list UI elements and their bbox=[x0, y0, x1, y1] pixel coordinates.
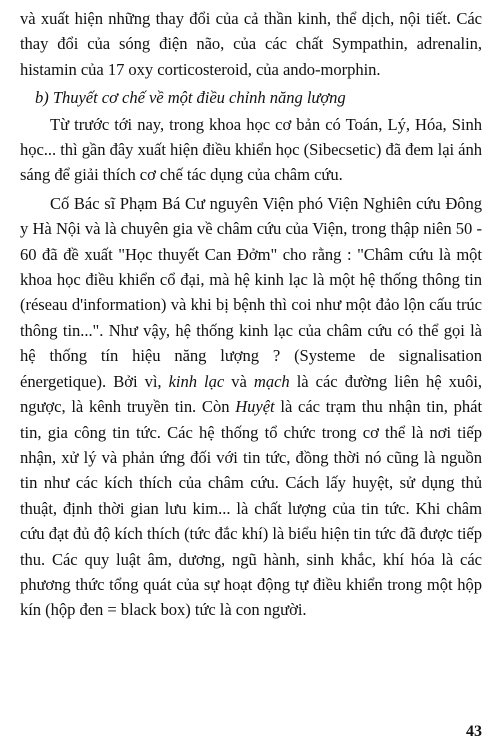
page-number: 43 bbox=[466, 723, 482, 740]
paragraph-continuation: và xuất hiện những thay đổi của cả thần kinh, thể dịch, nội tiết. Các thay đổi của sóng điện não, của các chất Sympathin, adrenalin, histamin của 17 oxy corticosteroid, của ando-morphin. bbox=[20, 9, 482, 79]
paragraph-text-1: Cố Bác sĩ Phạm Bá Cư nguyên Viện phó Viện Nghiên cứu Đông y Hà Nội và là chuyên gia về châm cứu của Viện, trong thập niên 50 - 60 đã đề xuất "Học thuyết Can Đởm" cho rằng : "Châm cứu là một khoa học điều khiển cổ đại, mà hệ kinh lạc là một hệ thống thông tin (réseau d'information) và khi bị bệnh thì coi như một đảo lộn cấu trúc thông tin...". Như vậy, hệ thống kinh lạc của châm cứu có thể gọi là hệ thống tín hiệu năng lượng ? (Systeme de signalisation énergetique). Bởi vì, bbox=[20, 193, 482, 391]
paragraph-text-2: là các đường liên hệ xuôi, ngược, là kênh truyền tin. Còn bbox=[20, 371, 483, 417]
paragraph-cybernetics: Từ trước tới nay, trong khoa học cơ bản có Toán, Lý, Hóa, Sinh học... thì gần đây xuất hiện điều khiển học (Sibecsetic) đã đem lại ánh sáng để giải thích cơ chế tác dụng của châm cứu. bbox=[20, 114, 482, 185]
paragraph-text-and: và bbox=[224, 371, 254, 391]
term-huyet: Huyệt bbox=[235, 397, 275, 417]
term-mach: mạch bbox=[253, 371, 290, 391]
paragraph-text-3: là các trạm thu nhận tin, phát tin, gia công tin tức. Các hệ thống tổ chức trong cơ thể là nơi tiếp nhận, xử lý và phản ứng đối với tin tức, đồng thời nó cũng là nguồn tin như các kích thích của châm cứu. Cách lấy huyệt, sử dụng thủ thuật, định thời gian lưu kim... là chất lượng của tin tức. Khi châm cứu đạt đủ độ kích thích (tức đắc khí) là biểu hiện tin tức đã được tiếp thu. Các quy luật âm, dương, ngũ hành, sinh khắc, khí hóa là các phương thức tổng quát của sự hoạt động tự điều khiển trong một hộp kín (hộp đen = black box) tức là con người. bbox=[20, 397, 483, 620]
page-body bbox=[20, 6, 482, 623]
section-heading: b) Thuyết cơ chế về một điều chỉnh năng lượng bbox=[35, 88, 346, 108]
paragraph-pham-ba-cu bbox=[20, 191, 482, 623]
term-kinh-lac: kinh lạc bbox=[168, 371, 225, 391]
